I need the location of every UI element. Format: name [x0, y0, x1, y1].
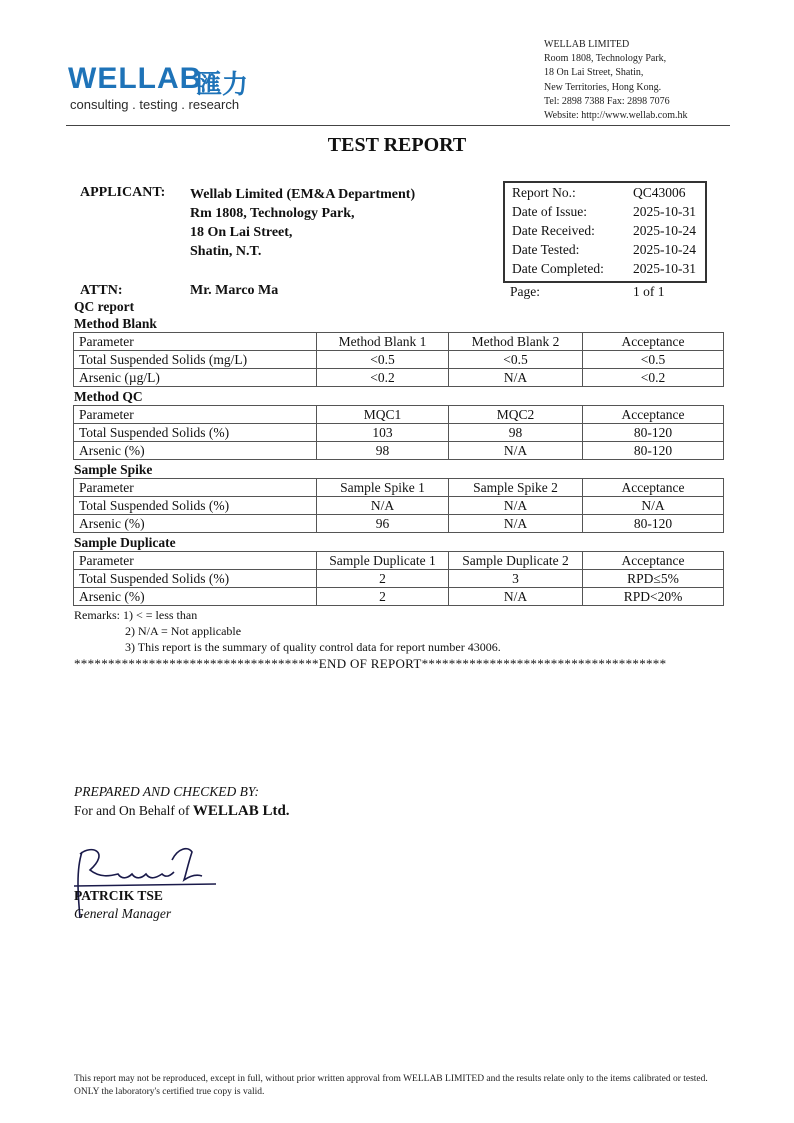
table-cell: <0.2: [317, 369, 449, 387]
remarks-block: [74, 607, 501, 655]
report-number-row: [505, 183, 705, 202]
header-cell: Acceptance: [583, 552, 724, 570]
table-cell: 96: [317, 515, 449, 533]
company-address: [544, 38, 688, 123]
table-cell: Arsenic (µg/L): [74, 369, 317, 387]
remark-item: 1) < = less than: [123, 608, 198, 622]
table-cell: Arsenic (%): [74, 442, 317, 460]
applicant-line: Rm 1808, Technology Park,: [190, 206, 355, 221]
report-info-box: [503, 181, 707, 283]
table-cell: Arsenic (%): [74, 588, 317, 606]
sample-duplicate-table: [73, 551, 724, 606]
table-cell: 80-120: [583, 442, 724, 460]
attn-value: Mr. Marco Ma: [190, 283, 279, 298]
table-row: [74, 497, 724, 515]
table-row: [74, 351, 724, 369]
table-cell: RPD≤5%: [583, 570, 724, 588]
signatory-name: PATRCIK TSE: [74, 888, 163, 903]
company-logo-cjk: 匯力: [196, 70, 249, 100]
page-title: TEST REPORT: [327, 134, 467, 156]
address-line: Tel: 2898 7388 Fax: 2898 7076: [544, 95, 670, 107]
table-cell: <0.5: [317, 351, 449, 369]
table-cell: 98: [449, 424, 583, 442]
page-value: 1 of 1: [633, 284, 665, 299]
header-cell: Method Blank 1: [317, 333, 449, 351]
table-row: [74, 369, 724, 387]
info-value: 2025-10-31: [633, 204, 696, 219]
table-cell: N/A: [449, 588, 583, 606]
address-line: Website: http://www.wellab.com.hk: [544, 110, 688, 122]
address-line: Room 1808, Technology Park,: [544, 53, 667, 65]
table-cell: 80-120: [583, 424, 724, 442]
signatory-title: General Manager: [74, 906, 172, 921]
header-cell: Sample Spike 1: [317, 479, 449, 497]
table-cell: Arsenic (%): [74, 515, 317, 533]
table-cell: Total Suspended Solids (mg/L): [74, 351, 317, 369]
table-row: [74, 442, 724, 460]
table-cell: 2: [317, 570, 449, 588]
section-title: Sample Duplicate: [74, 535, 176, 550]
table-header-row: [74, 333, 724, 351]
header-cell: Parameter: [74, 333, 317, 351]
prepared-label: PREPARED AND CHECKED BY:: [74, 784, 259, 799]
table-header-row: [74, 479, 724, 497]
sample-spike-table: [73, 478, 724, 533]
header-cell: Parameter: [74, 552, 317, 570]
table-cell: Total Suspended Solids (%): [74, 570, 317, 588]
attn-label: ATTN:: [80, 283, 123, 298]
method-blank-table: [73, 332, 724, 387]
address-line: New Territories, Hong Kong.: [544, 81, 662, 93]
table-header-row: [74, 552, 724, 570]
footer-disclaimer: This report may not be reproduced, except in full, without prior written approval from WELLAB LIMITED and the results relate only to the items calibrated or tested. ONLY the laboratory's certified true copy is valid.: [74, 1074, 708, 1097]
behalf-company: WELLAB Ltd.: [192, 803, 290, 819]
table-cell: <0.2: [583, 369, 724, 387]
info-label: Date Tested:: [512, 242, 580, 257]
company-logo: WELLAB: [68, 62, 203, 95]
end-of-report-line: ************************************END OF REPORT************************************: [74, 656, 667, 671]
behalf-line: [74, 803, 290, 820]
table-cell: N/A: [317, 497, 449, 515]
section-title: Method Blank: [74, 316, 157, 331]
address-line: WELLAB LIMITED: [544, 39, 630, 50]
table-cell: <0.5: [583, 351, 724, 369]
table-cell: 98: [317, 442, 449, 460]
header-cell: MQC2: [449, 406, 583, 424]
table-cell: N/A: [583, 497, 724, 515]
table-cell: N/A: [449, 442, 583, 460]
date-tested-row: [505, 240, 705, 259]
table-cell: N/A: [449, 497, 583, 515]
qc-report-heading: QC report: [74, 299, 135, 314]
table-cell: Total Suspended Solids (%): [74, 497, 317, 515]
method-qc-table: [73, 405, 724, 460]
info-label: Report No.:: [512, 185, 576, 200]
applicant-label: APPLICANT:: [80, 185, 166, 200]
table-header-row: [74, 406, 724, 424]
date-completed-row: [505, 259, 705, 278]
behalf-prefix: For and On Behalf of: [74, 803, 190, 818]
header-cell: Method Blank 2: [449, 333, 583, 351]
header-cell: Acceptance: [583, 406, 724, 424]
date-of-issue-row: [505, 202, 705, 221]
info-value: 2025-10-31: [633, 261, 696, 276]
header-cell: Sample Spike 2: [449, 479, 583, 497]
header-cell: Sample Duplicate 1: [317, 552, 449, 570]
remarks-label: Remarks:: [74, 608, 120, 622]
table-cell: RPD<20%: [583, 588, 724, 606]
info-label: Date of Issue:: [512, 204, 587, 219]
page-label: Page:: [510, 284, 540, 299]
applicant-line: 18 On Lai Street,: [190, 225, 293, 240]
table-cell: <0.5: [449, 351, 583, 369]
header-cell: Acceptance: [583, 479, 724, 497]
table-cell: 80-120: [583, 515, 724, 533]
info-value: 2025-10-24: [633, 242, 696, 257]
applicant-address: [190, 185, 415, 261]
applicant-line: Wellab Limited (EM&A Department): [190, 187, 416, 202]
header-cell: Parameter: [74, 479, 317, 497]
table-cell: N/A: [449, 515, 583, 533]
table-cell: N/A: [449, 369, 583, 387]
remark-item: 2) N/A = Not applicable: [125, 624, 242, 638]
table-cell: 2: [317, 588, 449, 606]
section-title: Sample Spike: [74, 462, 153, 477]
info-value: 2025-10-24: [633, 223, 696, 238]
company-tagline: consulting . testing . research: [70, 97, 240, 112]
address-line: 18 On Lai Street, Shatin,: [544, 67, 644, 79]
table-row: [74, 570, 724, 588]
info-label: Date Received:: [512, 223, 595, 238]
table-cell: 103: [317, 424, 449, 442]
page-number-row: [503, 282, 703, 301]
info-value: QC43006: [633, 185, 686, 200]
remark-item: 3) This report is the summary of quality control data for report number 43006.: [125, 640, 501, 654]
table-row: [74, 515, 724, 533]
table-cell: 3: [449, 570, 583, 588]
date-received-row: [505, 221, 705, 240]
header-cell: Parameter: [74, 406, 317, 424]
table-row: [74, 588, 724, 606]
table-row: [74, 424, 724, 442]
table-cell: Total Suspended Solids (%): [74, 424, 317, 442]
header-cell: Sample Duplicate 2: [449, 552, 583, 570]
header-cell: MQC1: [317, 406, 449, 424]
info-label: Date Completed:: [512, 261, 604, 276]
section-title: Method QC: [74, 389, 143, 404]
header-divider: [66, 125, 730, 126]
header-cell: Acceptance: [583, 333, 724, 351]
applicant-line: Shatin, N.T.: [190, 244, 262, 259]
